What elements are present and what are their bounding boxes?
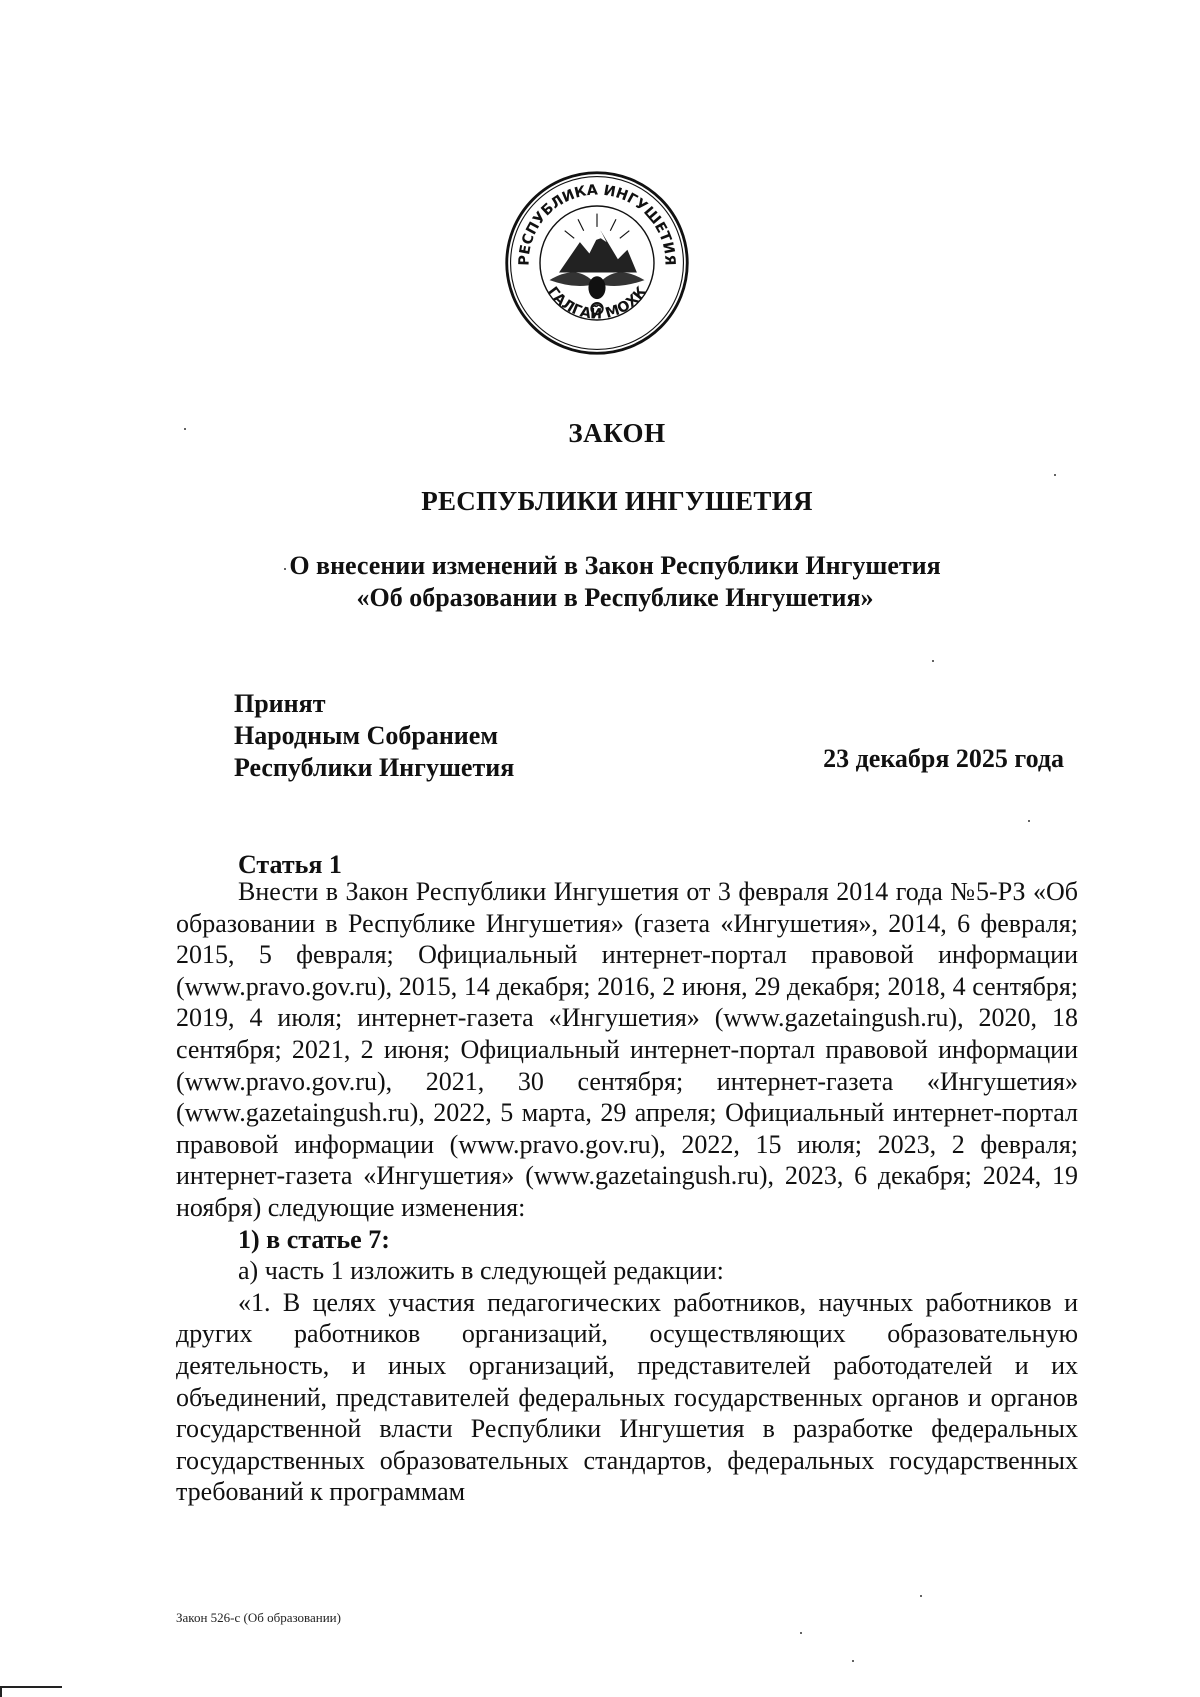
scan-speck [920, 1595, 922, 1597]
scan-border-mark [0, 1686, 62, 1688]
adoption-block [234, 688, 514, 784]
emblem-bottom-text: ГАЛГАЙ МОХК [544, 283, 651, 323]
scan-speck [1028, 820, 1030, 822]
scan-speck [800, 1632, 802, 1634]
article-item-1a: а) часть 1 изложить в следующей редакции: [238, 1256, 724, 1286]
adopted-line-3: Республики Ингушетия [234, 753, 515, 782]
document-title-republic: РЕСПУБЛИКИ ИНГУШЕТИЯ [421, 486, 813, 516]
page-footer: Закон 526-с (Об образовании) [176, 1610, 341, 1625]
scan-speck [284, 568, 286, 570]
law-subject-line-1: О внесении изменений в Закон Республики Ингушетия [289, 551, 941, 580]
article-intro-paragraph: Внести в Закон Республики Ингушетия от 3 февраля 2014 года №5-РЗ «Об образовании в Республике Ингушетия» (газета «Ингушетия», 2014, 6 февраля; 2015, 5 февраля; Официальный интернет-портал правовой информации (www.pravo.gov.ru), 2015, 14 декабря; 2016, 2 июня, 29 декабря; 2018, 4 сентября; 2019, 4 июля; интернет-газета «Ингушетия» (www.gazetaingush.ru), 2020, 18 сентября; 2021, 2 июня; Официальный интернет-портал правовой информации (www.pravo.gov.ru), 2021, 30 сентября; интернет-газета «Ингушетия» (www.gazetaingush.ru), 2022, 5 марта, 29 апреля; Официальный интернет-портал правовой информации (www.pravo.gov.ru), 2022, 15 июля; 2023, 2 февраля; интернет-газета «Ингушетия» (www.gazetaingush.ru), 2023, 6 декабря; 2024, 19 ноября) следующие изменения: [176, 877, 1078, 1222]
scan-border-mark-vertical [0, 1686, 2, 1697]
scan-speck [852, 1660, 854, 1662]
adopted-line-2: Народным Собранием [234, 721, 499, 750]
emblem-top-text: РЕСПУБЛИКА ИНГУШЕТИЯ [516, 182, 678, 266]
article-body [176, 876, 1078, 1508]
adoption-date: 23 декабря 2025 года [823, 744, 1064, 773]
scan-speck [932, 660, 934, 662]
article-item-1: 1) в статье 7: [238, 1224, 390, 1254]
adopted-line-1: Принят [234, 689, 326, 718]
coat-of-arms-emblem [502, 168, 692, 358]
document-title-law: ЗАКОН [568, 418, 666, 448]
emblem-icon [502, 168, 692, 358]
law-subject [0, 550, 1200, 614]
article-heading: Статья 1 [238, 850, 342, 879]
scan-speck [1054, 474, 1056, 476]
scan-speck [184, 428, 186, 430]
article-quote-paragraph: «1. В целях участия педагогических работников, научных работников и других работников организаций, осуществляющих образовательную деятельность, и иных организаций, представителей работодателей и их объединений, представителей федеральных государственных органов и органов государственной власти Республики Ингушетия в разработке федеральных государственных образовательных стандартов, федеральных государственных требований к программам [176, 1287, 1078, 1507]
law-subject-line-2: «Об образовании в Республике Ингушетия» [356, 583, 874, 612]
